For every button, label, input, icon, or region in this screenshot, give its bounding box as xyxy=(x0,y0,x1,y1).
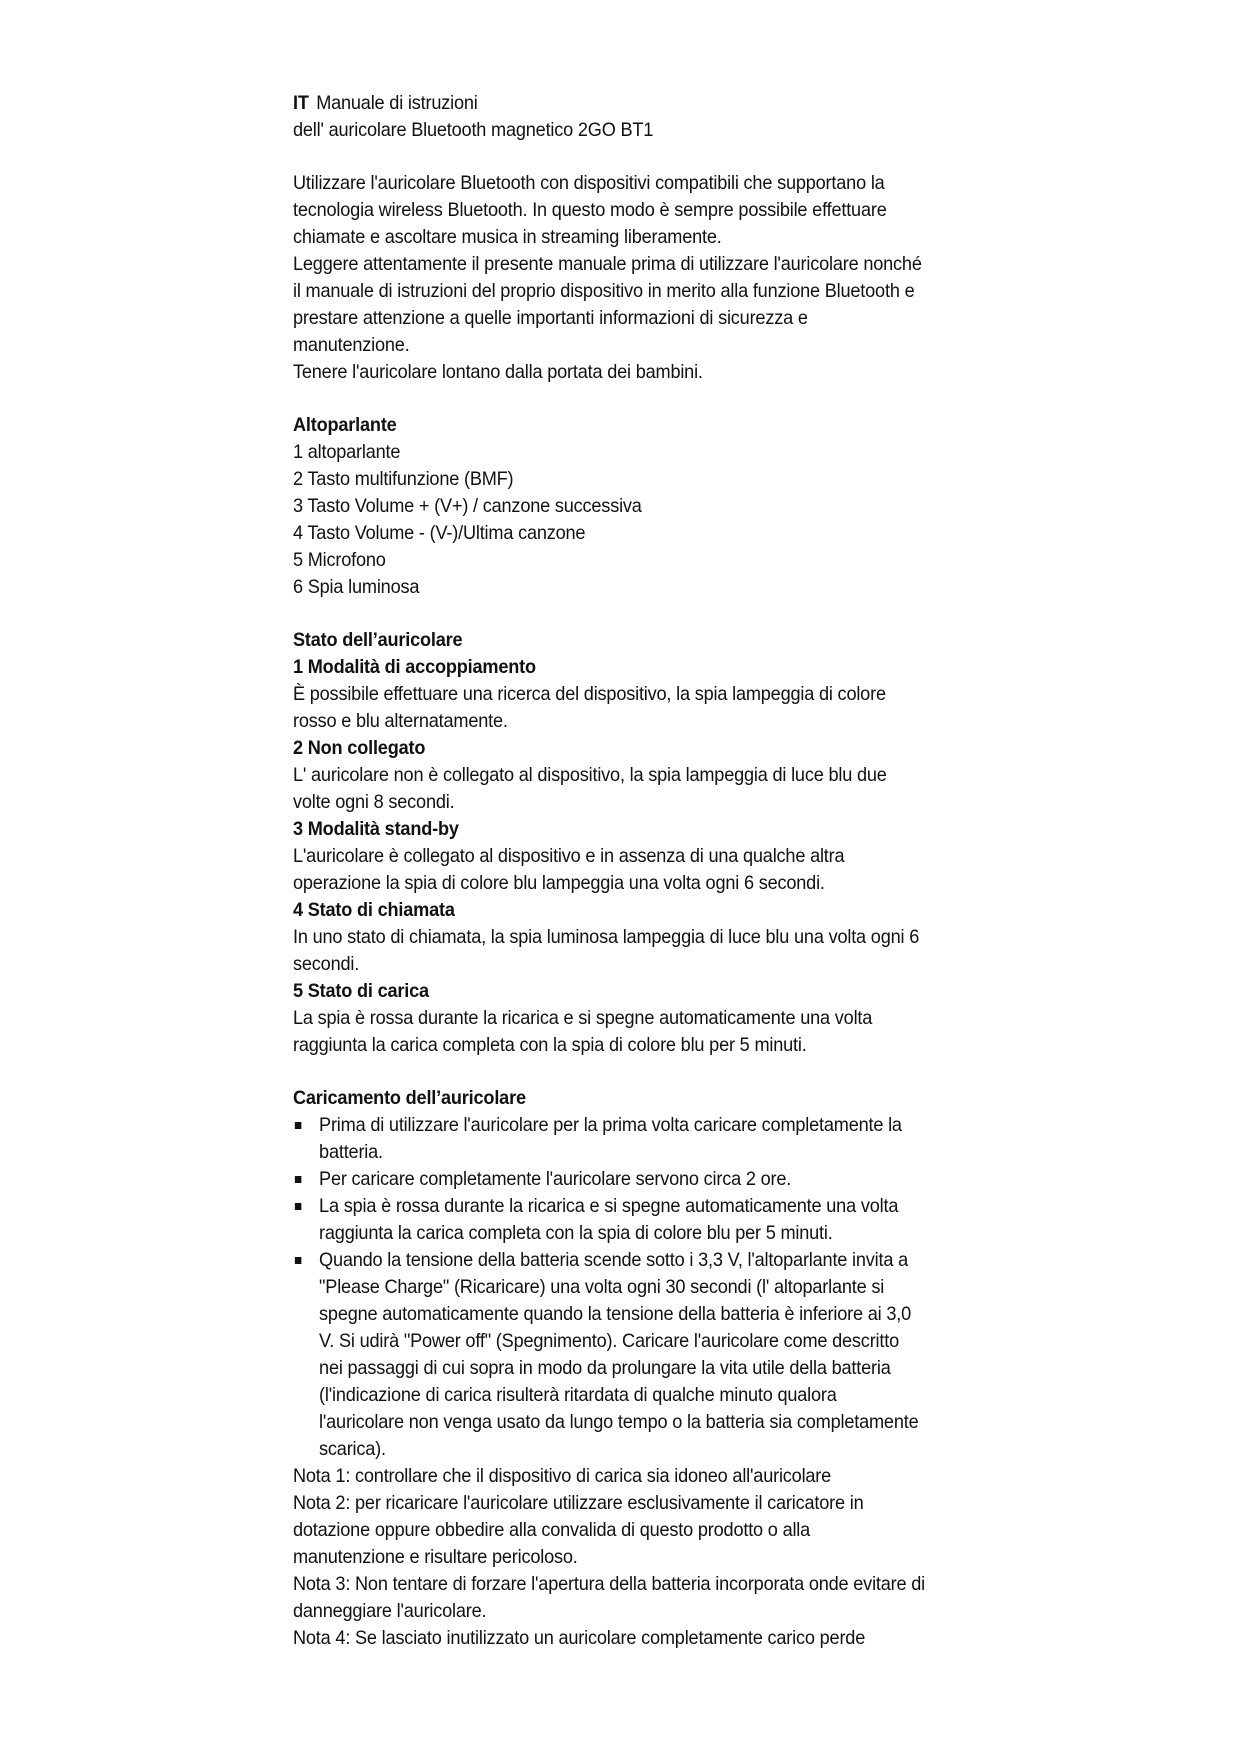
manual-title: Manuale di istruzioni xyxy=(316,92,478,114)
status-heading: Stato dell’auricolare xyxy=(293,629,463,651)
note-2: Nota 2: per ricaricare l'auricolare utilizzare esclusivamente il caricatore in dotazione oppure obbedire alla convalida di questo prodotto o alla manutenzione e risultare pericoloso. xyxy=(293,1492,864,1568)
status-item-text: L' auricolare non è collegato al dispositivo, la spia lampeggia di luce blu due volte ogni 8 secondi. xyxy=(293,764,887,813)
bullet-text: Per caricare completamente l'auricolare servono circa 2 ore. xyxy=(319,1168,792,1190)
list-item xyxy=(293,1247,925,1463)
list-item xyxy=(293,1193,925,1247)
bullet-text: Quando la tensione della batteria scende sotto i 3,3 V, l'altoparlante invita a "Please Charge" (Ricaricare) una volta ogni 30 secondi (l' altoparlante si spegne automaticamente quando la tensione della batteria è inferiore ai 3,0 V. Si udirà "Power off" (Spegnimento). Caricare l'auricolare come descritto nei passaggi di cui sopra in modo da prolungare la vita utile della batteria (l'indicazione di carica risulterà ritardata di qualche minuto qualora l'auricolare non venga usato da lungo tempo o la batteria sia completamente scarica). xyxy=(319,1249,919,1460)
status-item-text: L'auricolare è collegato al dispositivo e in assenza di una qualche altra operazione la spia di colore blu lampeggia una volta ogni 6 secondi. xyxy=(293,845,845,894)
parts-item: 4 Tasto Volume - (V-)/Ultima canzone xyxy=(293,522,586,544)
note-4: Nota 4: Se lasciato inutilizzato un auricolare completamente carico perde xyxy=(293,1627,866,1649)
intro-paragraph-2: Leggere attentamente il presente manuale prima di utilizzare l'auricolare nonché il manuale di istruzioni del proprio dispositivo in merito alla funzione Bluetooth e prestare attenzione a quelle importanti informazioni di sicurezza e manutenzione. xyxy=(293,253,922,356)
status-item-title: 4 Stato di chiamata xyxy=(293,899,455,921)
status-item-text: La spia è rossa durante la ricarica e si spegne automaticamente una volta raggiunta la carica completa con la spia di colore blu per 5 minuti. xyxy=(293,1007,873,1056)
bullet-text: Prima di utilizzare l'auricolare per la prima volta caricare completamente la batteria. xyxy=(319,1114,902,1163)
status-item-title: 3 Modalità stand-by xyxy=(293,818,459,840)
square-bullet-icon xyxy=(295,1203,302,1210)
manual-subtitle: dell' auricolare Bluetooth magnetico 2GO BT1 xyxy=(293,119,654,141)
parts-item: 5 Microfono xyxy=(293,549,386,571)
list-item xyxy=(293,1166,925,1193)
bullet-text: La spia è rossa durante la ricarica e si spegne automaticamente una volta raggiunta la carica completa con la spia di colore blu per 5 minuti. xyxy=(319,1195,899,1244)
parts-item: 1 altoparlante xyxy=(293,441,401,463)
intro-paragraph-3: Tenere l'auricolare lontano dalla portata dei bambini. xyxy=(293,361,703,383)
status-item-title: 5 Stato di carica xyxy=(293,980,429,1002)
manual-page xyxy=(293,90,925,1652)
status-item-title: 2 Non collegato xyxy=(293,737,426,759)
list-item xyxy=(293,1112,925,1166)
note-1: Nota 1: controllare che il dispositivo di carica sia idoneo all'auricolare xyxy=(293,1465,832,1487)
square-bullet-icon xyxy=(295,1122,302,1129)
status-item-title: 1 Modalità di accoppiamento xyxy=(293,656,536,678)
note-3: Nota 3: Non tentare di forzare l'apertura della batteria incorporata onde evitare di danneggiare l'auricolare. xyxy=(293,1573,926,1622)
status-item-text: In uno stato di chiamata, la spia luminosa lampeggia di luce blu una volta ogni 6 secondi. xyxy=(293,926,920,975)
parts-heading: Altoparlante xyxy=(293,414,397,436)
parts-item: 3 Tasto Volume + (V+) / canzone successiva xyxy=(293,495,642,517)
square-bullet-icon xyxy=(295,1176,302,1183)
charging-bullet-list xyxy=(293,1112,925,1463)
title-line-1 xyxy=(293,90,925,117)
square-bullet-icon xyxy=(295,1257,302,1264)
parts-item: 6 Spia luminosa xyxy=(293,576,420,598)
charging-heading: Caricamento dell’auricolare xyxy=(293,1087,526,1109)
status-item-text: È possibile effettuare una ricerca del dispositivo, la spia lampeggia di colore rosso e blu alternatamente. xyxy=(293,683,886,732)
language-code: IT xyxy=(293,92,309,114)
intro-paragraph-1: Utilizzare l'auricolare Bluetooth con dispositivi compatibili che supportano la tecnologia wireless Bluetooth. In questo modo è sempre possibile effettuare chiamate e ascoltare musica in streaming liberamente. xyxy=(293,172,887,248)
parts-item: 2 Tasto multifunzione (BMF) xyxy=(293,468,514,490)
